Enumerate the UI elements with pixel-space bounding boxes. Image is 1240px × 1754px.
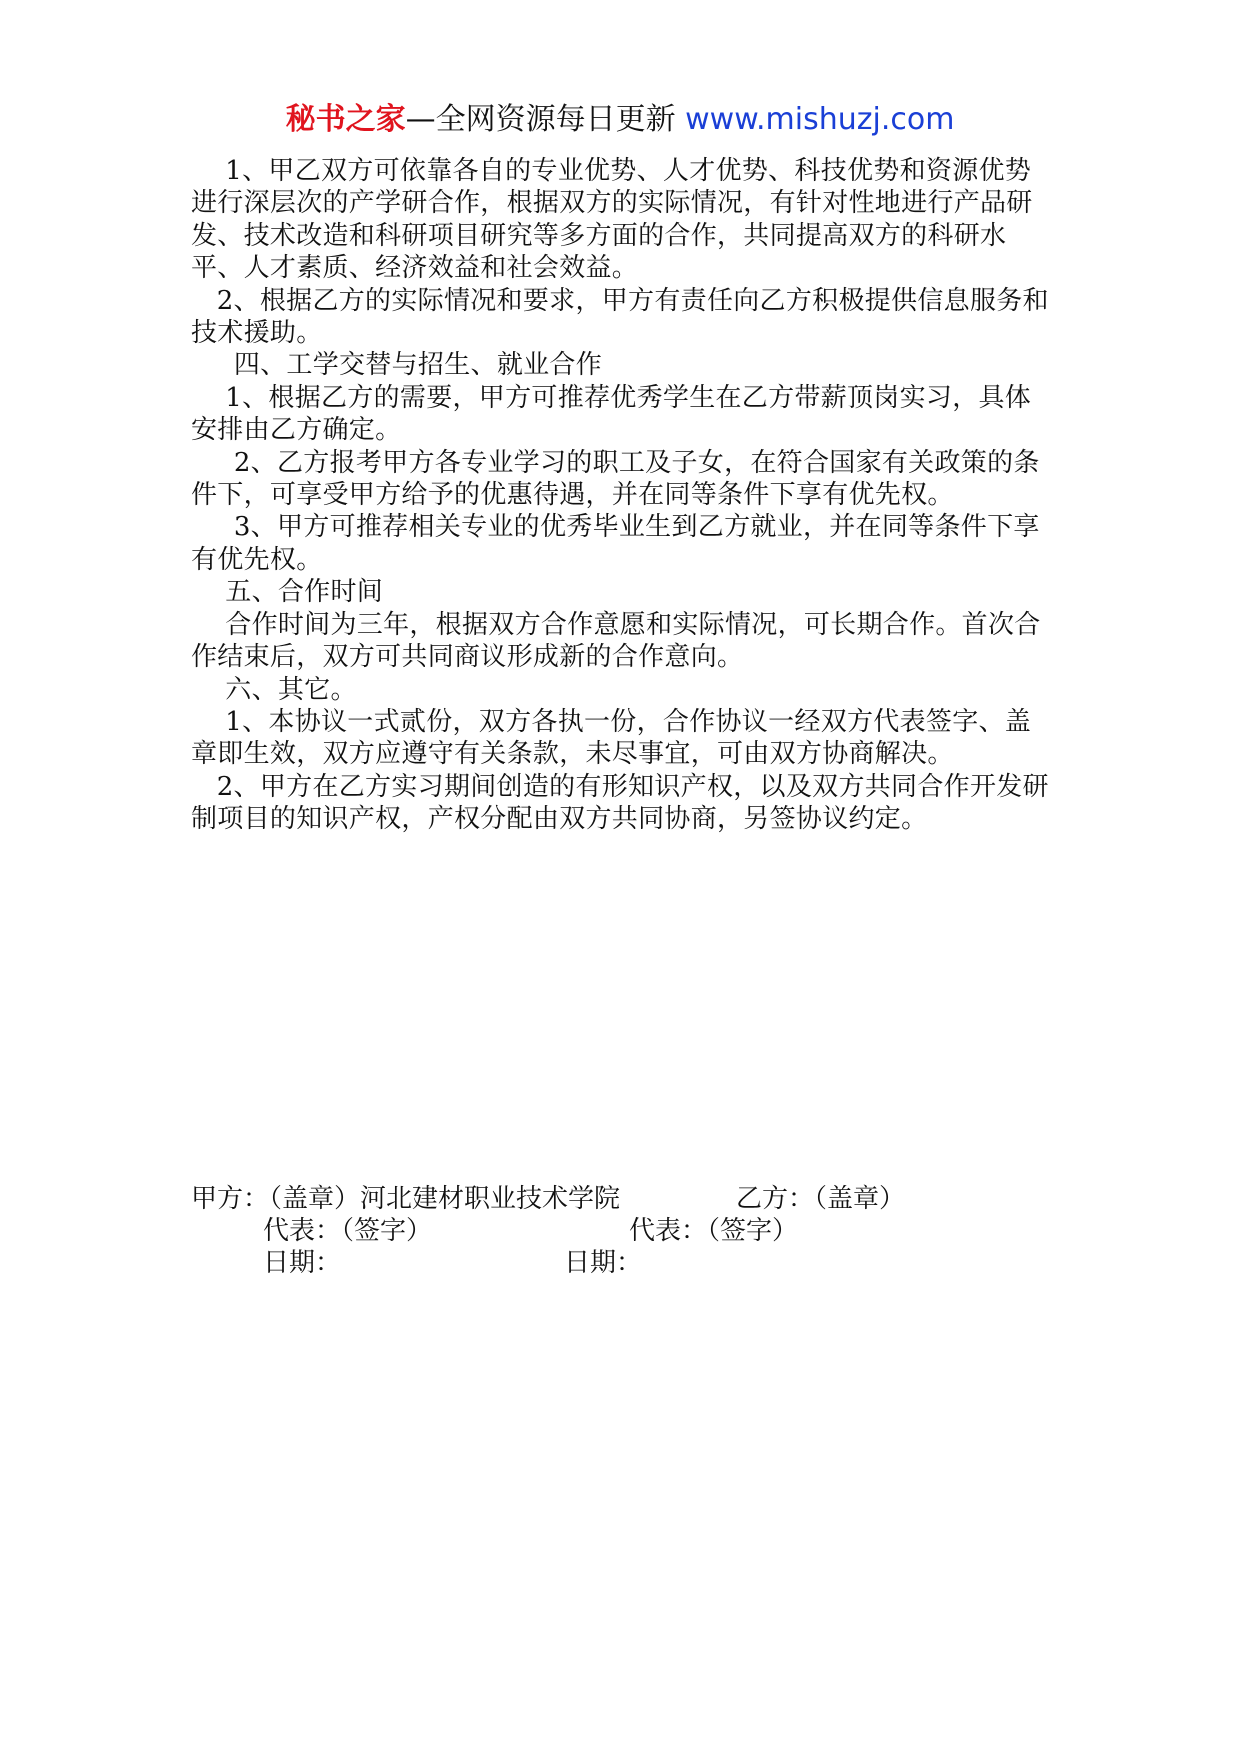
signature-row-dates bbox=[191, 1247, 1071, 1279]
paragraph-article-4-item-3: 3、甲方可推荐相关专业的优秀毕业生到乙方就业，并在同等条件下享有优先权。 bbox=[191, 512, 1040, 575]
party-a-date: 日期： bbox=[263, 1248, 342, 1278]
party-b-representative: 代表：（签字） bbox=[629, 1216, 799, 1246]
paragraph-article-3-item-2: 2、根据乙方的实际情况和要求，甲方有责任向乙方积极提供信息服务和技术援助。 bbox=[191, 285, 1049, 349]
section-heading-4: 四、工学交替与招生、就业合作 bbox=[191, 350, 603, 381]
paragraph-article-5: 合作时间为三年，根据双方合作意愿和实际情况，可长期合作。首次合作结束后，双方可共同商议形成新的合作意向。 bbox=[191, 609, 1041, 673]
brand-name: 秘书之家 bbox=[285, 102, 406, 137]
site-header bbox=[0, 100, 1240, 140]
paragraph-article-4-item-2: 2、乙方报考甲方各专业学习的职工及子女，在符合国家有关政策的条件下，可享受甲方给予的优惠待遇，并在同等条件下享有优先权。 bbox=[191, 447, 1040, 511]
party-b-label: 乙方：（盖章） bbox=[736, 1184, 906, 1214]
paragraph-article-6-item-2: 2、甲方在乙方实习期间创造的有形知识产权，以及双方共同合作开发研制项目的知识产权，产权分配由双方共同协商，另签协议约定。 bbox=[191, 771, 1049, 835]
slogan: —全网资源每日更新 bbox=[405, 102, 686, 137]
party-b-date: 日期： bbox=[564, 1248, 643, 1278]
agreement-body bbox=[191, 155, 1051, 836]
party-a-label: 甲方：（盖章）河北建材职业技术学院 bbox=[191, 1184, 621, 1214]
party-a-representative: 代表：（签字） bbox=[263, 1216, 433, 1246]
paragraph-article-3-item-1: 1、甲乙双方可依靠各自的专业优势、人才优势、科技优势和资源优势进行深层次的产学研合作，根据双方的实际情况，有针对性地进行产品研发、技术改造和科研项目研究等多方面的合作，共同提高双方的科研水平、人才素质、经济效益和社会效益。 bbox=[191, 156, 1033, 284]
paragraph-article-4-item-1: 1、根据乙方的需要，甲方可推荐优秀学生在乙方带薪顶岗实习，具体安排由乙方确定。 bbox=[191, 382, 1032, 446]
paragraph-article-6-item-1: 1、本协议一式贰份，双方各执一份，合作协议一经双方代表签字、盖章即生效，双方应遵守有关条款，未尽事宜，可由双方协商解决。 bbox=[191, 706, 1032, 770]
site-url-link[interactable]: www.mishuzj.com bbox=[685, 102, 955, 137]
section-heading-5: 五、合作时间 bbox=[191, 577, 384, 608]
signature-block bbox=[191, 1183, 1071, 1279]
section-heading-6: 六、其它。 bbox=[191, 674, 357, 705]
signature-row-parties bbox=[191, 1183, 1071, 1215]
signature-row-representatives bbox=[191, 1215, 1071, 1247]
